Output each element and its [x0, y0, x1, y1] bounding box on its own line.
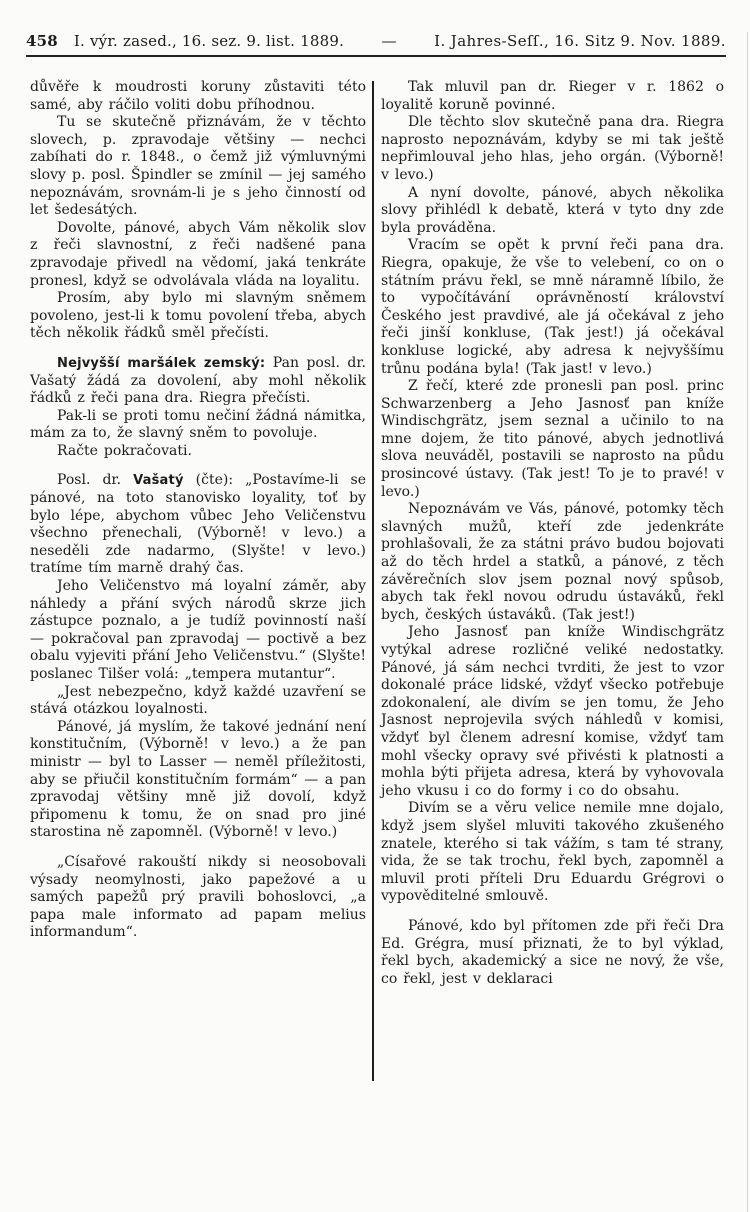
paragraph	[30, 578, 366, 684]
paragraph-text: Nepoznávám ve Vás, pánové, potomky těch slavných mužů, kteří zde jedenkráte prohlašovali, že za státni právo budou bojovati až do těch hrdel a statků, a pánové, z těch závěrečních slov jsem poznal nový spůsob, abych tak řekl novou odrudu ústaváků, řekl bych, českých ústaváků. (Tak jest!)	[381, 501, 724, 623]
paragraph-text: Pak-li se proti tomu nečiní žádná námitka, mám za to, že slavný sněm to povoluje.	[30, 407, 366, 442]
paragraph-text: Tu se skutečně přiznávám, že v těchto slovech, p. zpravodaje většiny — nechci zabíhati do r. 1848., o čemž již výmluvnými slovy p. posl. Špindler se zmínil — jej samého nepoznávám, srovnám-li je s jeho činností od let šedesátých.	[30, 114, 366, 219]
page-number: 458	[26, 32, 58, 50]
paragraph	[381, 378, 724, 501]
text-columns	[0, 57, 750, 1081]
paragraph-text: (čte): „Postavíme-li se pánové, na toto stanovisko loyality, toť by bylo lépe, abychom vůbec Jeho Veličenstvu všechno přenechali, (Výborně! v levo.) a neseděli zde nadarmo, (Slyšte! v levo.) tratíme tím marně drahý čas.	[30, 472, 366, 577]
german-session-title: I. Jahres-Seſſ., 16. Sitz 9. Nov. 1889.	[434, 32, 726, 50]
paragraph	[381, 501, 724, 624]
header-separator: —	[381, 32, 397, 50]
paragraph	[30, 443, 366, 461]
paragraph-text: Vracím se opět k první řeči pana dra. Riegra, opakuje, že vše to velebení, co on o státním právu řekl, se mně náramně líbilo, že to vypočítávání oprávněností království Českého jest pravdivé, ale já očekával z jeho řeči jinší konkluse, (Tak jest!) já očekával konkluse logické, aby adresa k nejvyššímu trůnu podána byla! (Tak jast! v levo.)	[381, 237, 724, 377]
paragraph	[30, 472, 366, 578]
paragraph-text: Posl. dr.	[57, 472, 134, 489]
paragraph-text: Dovolte, pánové, abych Vám několik slov z řeči slavnostní, z řeči nadšené pana zpravodaje přivedl na vědomí, jaká tenkráte pronesl, když se odvolávala vláda na loyalitu.	[30, 219, 366, 289]
paragraph	[30, 114, 366, 220]
paragraph-text: důvěře k moudrosti koruny zůstaviti této samé, aby ráčilo voliti dobu příhodnou.	[30, 79, 366, 113]
speaker-name: Nejvyšší maršálek zemský:	[57, 355, 266, 371]
paragraph	[30, 408, 366, 443]
paragraph-text: Jeho Veličenstvo má loyalní záměr, aby náhledy a přání svých národů skrze jich zástupce poznalo, a je tudíž povinností naší — pokračoval pan zpravodaj — poctivě a bez obalu vyjeviti přání Jeho Veličenstvu.“ (Slyšte! poslanec Tilšer volá: „tempera mutantur“.	[30, 578, 366, 682]
paragraph-text: A nyní dovolte, pánové, abych několika slovy přihlédl k debatě, která v tyto dny zde byla prováděna.	[381, 184, 724, 236]
paragraph-text: Divím se a věru velice nemile mne dojalo, když jsem slyšel mluviti takového zkušeného znatele, kterého si tak vážím, s tam té strany, vida, že se tak trochu, řekl bych, zapomněl a mluvil proti příteli Dru Eduardu Grégrovi o vypověditelné smlouvě.	[381, 800, 724, 905]
paragraph	[30, 854, 366, 942]
paragraph-text: „Císařové rakouští nikdy si neosobovali výsady neomylnosti, jako papežové a u samých papežů prý pravili bohoslovci, „a papa male informato ad papam melius informandum“.	[30, 853, 366, 941]
paragraph	[30, 719, 366, 842]
paragraph	[30, 684, 366, 719]
paragraph-text: „Jest nebezpečno, když každé uzavření se stává otázkou loyalnosti.	[30, 683, 366, 718]
paragraph	[381, 79, 724, 114]
paragraph	[381, 237, 724, 378]
paragraph-text: Pánové, já myslím, že takové jednání není konstitučním, (Výborně! v levo.) a že pan ministr — byl to Lasser — neměl příležitosti, aby se přiučil konstitučním formám“ — a pan zpravodaj většiny mně již dovolí, když připomenu k tomu, že on snad pro jiné starostina ně zapomněl. (Výborně! v levo.)	[30, 718, 366, 841]
paragraph	[381, 800, 724, 906]
paragraph-text: Pánové, kdo byl přítomen zde při řeči Dra Ed. Grégra, musí přiznati, že to byl výklad, řekl bych, akademický a sice ne nový, že vše, co řekl, jest v deklaraci	[381, 917, 724, 987]
paragraph-text: Z řečí, které zde pronesli pan posl. princ Schwarzenberg a Jeho Jasnosť pan kníže Windischgrätz, jsem seznal a učinilo to na mne dojem, že tito pánové, abych jednotlivá slova neuváděl, postavili se naprosto na půdu prosincové ústavy. (Tak jest! To je to pravé! v levo.)	[381, 378, 724, 500]
paragraph-text: Tak mluvil pan dr. Rieger v r. 1862 o loyalitě koruně povinné.	[381, 79, 724, 113]
document-page	[0, 32, 750, 1212]
paragraph	[381, 624, 724, 800]
paragraph-text: Dle těchto slov skutečně pana dra. Riegra naprosto nepoznávám, kdyby se mi tak ještě nepřimlouval jeho hlas, jeho orgán. (Výborně! v levo.)	[381, 114, 724, 183]
paragraph	[30, 290, 366, 343]
column-divider	[372, 81, 374, 1081]
right-column	[381, 79, 724, 988]
paragraph	[381, 918, 724, 988]
paragraph-text: Prosím, aby bylo mi slavným sněmem povoleno, jest-li k tomu povolení třeba, abych těch několik řádků směl přečísti.	[30, 290, 366, 342]
scan-artifact-line	[747, 32, 748, 1212]
paragraph-text: Jeho Jasnosť pan kníže Windischgrätz vytýkal adrese rozličné veliké nedostatky. Pánové, já sám nechci tvrditi, že jest to vzor dokonalé práce lidské, vždyť všecko potřebuje zdokonalení, ale divím se jen tomu, že Jeho Jasnost neprojevila svých náhledů v komisi, vždyť byl členem adresní komise, vždyť tam mohl všecky opravy své přivésti k platnosti a mohla býti přijeta adresa, která by vyhovovala jeho vkusu i co do formy i co do obsahu.	[381, 624, 724, 799]
paragraph	[30, 220, 366, 290]
speaker-name: Vašatý	[133, 473, 184, 489]
running-header	[26, 32, 726, 57]
paragraph	[381, 185, 724, 238]
paragraph	[30, 355, 366, 408]
paragraph-text: Pan posl. dr. Vašatý žádá za dovolení, aby mohl několik řádků z řeči pana dra. Riegra přečísti.	[30, 354, 366, 407]
paragraph	[30, 79, 366, 114]
czech-session-title: I. výr. zased., 16. sez. 9. list. 1889.	[73, 32, 345, 50]
paragraph-text: Račte pokračovati.	[57, 442, 192, 459]
paragraph	[381, 114, 724, 184]
left-column	[30, 79, 366, 942]
running-header-left	[26, 32, 344, 50]
